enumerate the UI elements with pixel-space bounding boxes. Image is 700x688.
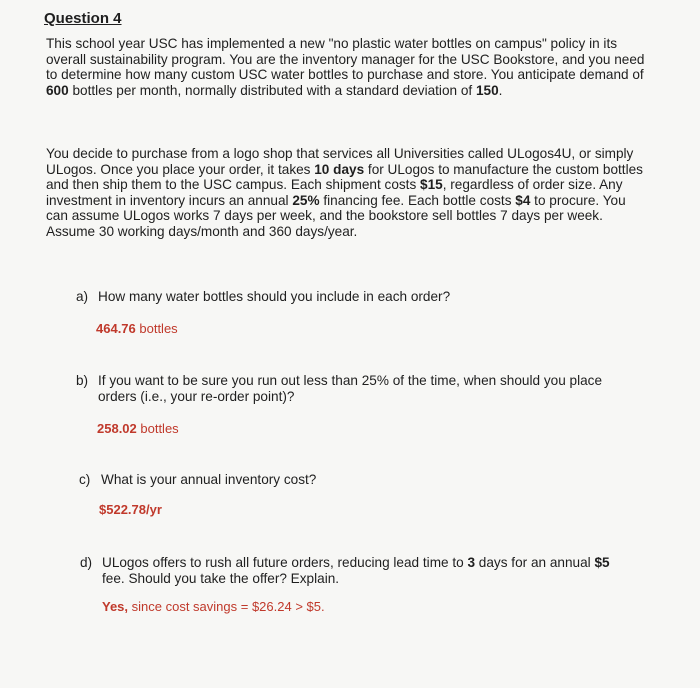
part-a-answer-unit: bottles	[135, 321, 178, 336]
part-d-answer-value: Yes,	[102, 599, 129, 614]
part-a-label: a)	[76, 289, 89, 304]
bold-text: 25%	[292, 192, 320, 208]
text-run: .	[498, 82, 503, 98]
part-b-answer	[97, 421, 179, 436]
part-d-prompt	[102, 555, 632, 587]
part-b-prompt	[98, 373, 628, 405]
part-c-question	[79, 472, 631, 488]
question-title: Question 4	[44, 10, 122, 27]
text-run: This school year USC has implemented a new "no plastic water bottles on campus" policy in its overall sustainability program. You are the inventory manager for the USC Bookstore, and you need to determine how many custom USC water bottles to purchase and store. You anticipate demand of	[46, 36, 645, 83]
part-b-answer-value: 258.02	[97, 421, 137, 436]
part-d-question	[80, 555, 632, 587]
bold-text: 150	[475, 82, 499, 98]
bold-text: $15	[420, 177, 443, 193]
part-c-answer	[99, 502, 162, 517]
text-run: ULogos offers to rush all future orders, reducing lead time to	[102, 555, 468, 570]
text-run: What is your annual inventory cost?	[101, 472, 317, 487]
text-run: If you want to be sure you run out less than 25% of the time, when should you place orders (i.e., your re-order point)?	[98, 373, 603, 404]
part-d-answer-unit: since cost savings = $26.24 > $5.	[128, 599, 325, 614]
part-a-question	[76, 289, 628, 305]
part-d-answer	[102, 599, 325, 614]
part-b-label: b)	[76, 373, 89, 388]
part-d-label: d)	[80, 555, 93, 570]
text-run: You decide to purchase from a logo shop that services all Universities called ULogos4U, or simply ULogos. Once you place your order, it takes	[46, 146, 634, 177]
part-c-answer-value: $522.78/yr	[99, 502, 162, 517]
bold-text: 3	[467, 555, 476, 570]
bold-text: 600	[46, 82, 69, 98]
text-run: fee. Should you take the offer? Explain.	[102, 570, 340, 586]
text-run: for ULogos to manufacture the custom bottles and then ship them to the USC campus. Each shipment costs	[46, 161, 643, 193]
part-c-prompt	[101, 472, 631, 488]
text-run: days for an annual	[475, 555, 595, 570]
text-run: bottles per month, normally distributed with a standard deviation of	[68, 82, 476, 98]
text-run: to procure. You can assume ULogos works 7 days per week, and the bookstore sell bottles 7 days per week. Assume 30 working days/month and 360 days/year.	[46, 192, 626, 239]
text-run: financing fee. Each bottle costs	[319, 192, 516, 208]
text-run: , regardless of order size. Any investment in inventory incurs an annual	[46, 177, 623, 208]
part-b-answer-unit: bottles	[136, 421, 179, 436]
details-paragraph	[46, 146, 646, 240]
part-c-label: c)	[79, 472, 91, 487]
bold-text: 10 days	[314, 161, 365, 177]
intro-paragraph	[46, 36, 646, 98]
bold-text: $5	[594, 555, 610, 570]
part-b-question	[76, 373, 628, 405]
part-a-answer	[96, 321, 178, 336]
part-a-prompt	[98, 289, 628, 305]
part-a-answer-value: 464.76	[96, 321, 136, 336]
bold-text: $4	[515, 192, 531, 208]
text-run: How many water bottles should you include in each order?	[98, 289, 451, 304]
